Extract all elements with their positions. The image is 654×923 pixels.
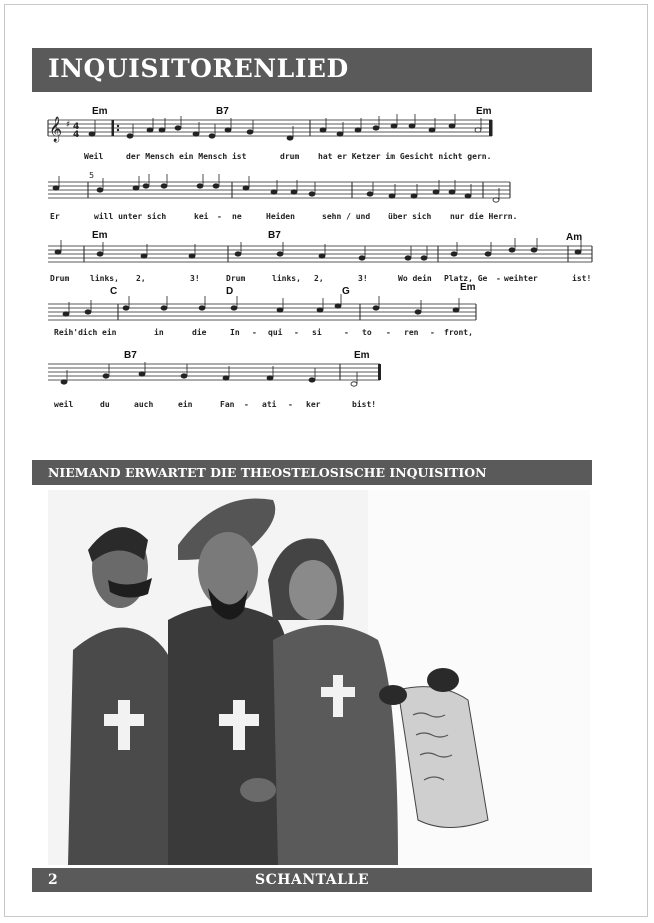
chord: G xyxy=(342,286,350,297)
song-title: INQUISITORENLIED xyxy=(48,54,349,83)
lyric: links, xyxy=(90,274,119,283)
lyric: Drum xyxy=(226,274,246,283)
lyric: in xyxy=(154,328,164,337)
svg-text:4: 4 xyxy=(73,122,80,132)
chord: B7 xyxy=(124,350,137,361)
lyric: ati xyxy=(262,400,277,409)
lyric: In xyxy=(230,328,240,337)
chord: Em xyxy=(460,282,476,293)
lyric: front, xyxy=(444,328,473,337)
lyric: to xyxy=(362,328,372,337)
lyric: ein xyxy=(178,400,193,409)
lyric: Wo dein xyxy=(398,274,432,283)
lyric: Reih'dich xyxy=(54,328,98,337)
lyric: - xyxy=(294,328,299,337)
lyric: - xyxy=(288,400,293,409)
lyrics-line-2 xyxy=(40,212,600,224)
inquisitors-illustration xyxy=(48,490,590,865)
illustration-drawing xyxy=(48,490,590,865)
sheet-music-staves xyxy=(40,100,600,430)
lyrics-line-1 xyxy=(40,152,600,164)
svg-text:♯: ♯ xyxy=(66,120,71,130)
lyric: - xyxy=(217,212,222,221)
lyric: ren xyxy=(404,328,419,337)
lyric: links, xyxy=(272,274,301,283)
lyric: 2, xyxy=(314,274,324,283)
chord: B7 xyxy=(268,230,281,241)
subtitle-band xyxy=(32,460,592,485)
lyric: Fan xyxy=(220,400,235,409)
svg-text:4: 4 xyxy=(73,130,80,140)
lyric: auch xyxy=(134,400,154,409)
lyric: drum xyxy=(280,152,300,161)
title-band xyxy=(32,48,592,92)
lyric: ein xyxy=(102,328,117,337)
lyric: ne xyxy=(232,212,242,221)
lyric: ist! xyxy=(572,274,592,283)
lyric: bist! xyxy=(352,400,377,409)
lyric: Weil xyxy=(84,152,104,161)
lyric: Platz, Ge xyxy=(444,274,488,283)
sheet-music xyxy=(40,100,600,430)
lyric: Drum xyxy=(50,274,70,283)
lyrics-line-3 xyxy=(40,274,600,286)
chord: D xyxy=(226,286,234,297)
lyric: - xyxy=(496,274,501,283)
lyric: nur die Herrn. xyxy=(450,212,518,221)
lyric: über sich xyxy=(388,212,432,221)
lyric: die xyxy=(192,328,207,337)
lyric: - xyxy=(344,328,349,337)
lyric: weil xyxy=(54,400,74,409)
lyric: 3! xyxy=(358,274,368,283)
section-subtitle: NIEMAND ERWARTET DIE THEOSTELOSISCHE INQUISITION xyxy=(48,465,487,480)
chord: Em xyxy=(476,106,492,117)
measure-number: 5 xyxy=(89,171,95,180)
chord: C xyxy=(110,286,118,297)
chord: Em xyxy=(92,230,108,241)
lyric: sehn / und xyxy=(322,212,371,221)
lyric: - xyxy=(386,328,391,337)
lyrics-line-5 xyxy=(40,400,600,412)
lyric: du xyxy=(100,400,110,409)
lyric: - xyxy=(430,328,435,337)
lyric: 2, xyxy=(136,274,146,283)
lyrics-line-4 xyxy=(40,328,600,340)
magazine-name: SCHANTALLE xyxy=(254,872,369,888)
footer-band xyxy=(32,868,592,892)
lyric: si xyxy=(312,328,322,337)
lyric: will unter sich xyxy=(94,212,167,221)
lyric: qui xyxy=(268,328,283,337)
lyric: Er xyxy=(50,212,60,221)
lyric: 3! xyxy=(190,274,200,283)
page-number: 2 xyxy=(48,872,58,888)
chord: Em xyxy=(354,350,370,361)
chord: Am xyxy=(566,232,583,243)
lyric: Heiden xyxy=(266,212,295,221)
lyric: ker xyxy=(306,400,321,409)
lyric: weihter xyxy=(504,274,538,283)
svg-text:𝄞: 𝄞 xyxy=(49,117,63,142)
lyric: hat er Ketzer im Gesicht nicht gern. xyxy=(318,152,492,161)
lyric: - xyxy=(252,328,257,337)
lyric: kei xyxy=(194,212,209,221)
chord: Em xyxy=(92,106,108,117)
lyric: - xyxy=(244,400,249,409)
chord: B7 xyxy=(216,106,229,117)
lyric: der Mensch ein Mensch ist xyxy=(126,152,247,161)
